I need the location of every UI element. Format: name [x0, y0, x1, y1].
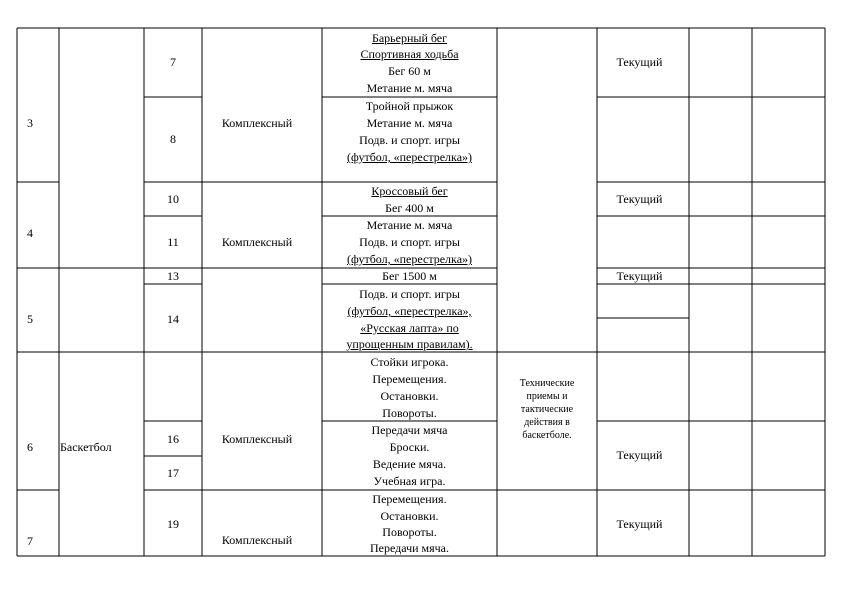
lesson-type: Комплексный	[221, 235, 293, 249]
content-line: Подв. и спорт. игры	[359, 133, 460, 147]
content-line: Бег 400 м	[385, 201, 434, 215]
section-name: Баскетбол	[60, 440, 112, 454]
row-number: 4	[27, 226, 33, 240]
content-line: Бег 60 м	[388, 64, 431, 78]
content-line: Метание м. мяча	[366, 116, 453, 130]
content-line: Перемещения.	[372, 492, 447, 506]
content-line: Метание м. мяча	[366, 81, 453, 95]
lesson-number: 10	[167, 192, 179, 206]
lesson-number: 19	[167, 517, 179, 531]
row-number: 3	[27, 116, 33, 130]
content-line: Передачи мяча	[371, 423, 448, 437]
content-line: (футбол, «перестрелка»,	[347, 304, 472, 318]
content-line: «Русская лапта» по	[360, 321, 459, 335]
content-line: Подв. и спорт. игры	[359, 287, 460, 301]
content-line: Перемещения.	[372, 372, 447, 386]
lesson-type: Комплексный	[221, 533, 293, 547]
control-type: Текущий	[616, 448, 663, 462]
lesson-number: 17	[167, 466, 179, 480]
content-line: Остановки.	[380, 509, 439, 523]
row-number: 6	[27, 440, 33, 454]
content-line: (футбол, «перестрелка»)	[346, 252, 473, 266]
content-line: Бег 1500 м	[382, 269, 437, 283]
row-number: 7	[27, 534, 33, 548]
content-line: Подв. и спорт. игры	[359, 235, 460, 249]
content-line: Повороты.	[382, 525, 437, 539]
control-type: Текущий	[616, 55, 663, 69]
lesson-number: 16	[167, 432, 179, 446]
lesson-number: 7	[170, 55, 176, 69]
content-line: Учебная игра.	[373, 474, 446, 488]
content-line: Тройной прыжок	[365, 99, 454, 113]
content-line: Стойки игрока.	[370, 355, 449, 369]
content-line: Повороты.	[382, 406, 437, 420]
control-type: Текущий	[616, 192, 663, 206]
lesson-number: 14	[167, 312, 179, 326]
lesson-number: 13	[167, 269, 179, 283]
control-type: Текущий	[616, 517, 663, 531]
requirements-text: Технические приемы и тактические действия в баскетболе.	[519, 378, 575, 441]
content-line: Барьерный бег	[371, 31, 448, 45]
control-type: Текущий	[616, 269, 663, 283]
content-line: Метание м. мяча	[366, 218, 453, 232]
content-line: Передачи мяча.	[369, 541, 450, 555]
content-line: Ведение мяча.	[372, 457, 447, 471]
lesson-type: Комплексный	[221, 116, 293, 130]
content-line: Спортивная ходьба	[360, 47, 459, 61]
content-line: Остановки.	[380, 389, 439, 403]
content-line: упрощенным правилам).	[346, 337, 473, 351]
content-line: (футбол, «перестрелка»)	[346, 150, 473, 164]
lesson-type: Комплексный	[221, 432, 293, 446]
content-line: Кроссовый бег	[371, 184, 448, 198]
lesson-number: 11	[167, 235, 179, 249]
lesson-number: 8	[170, 132, 176, 146]
content-line: Броски.	[389, 440, 430, 454]
row-number: 5	[27, 312, 33, 326]
